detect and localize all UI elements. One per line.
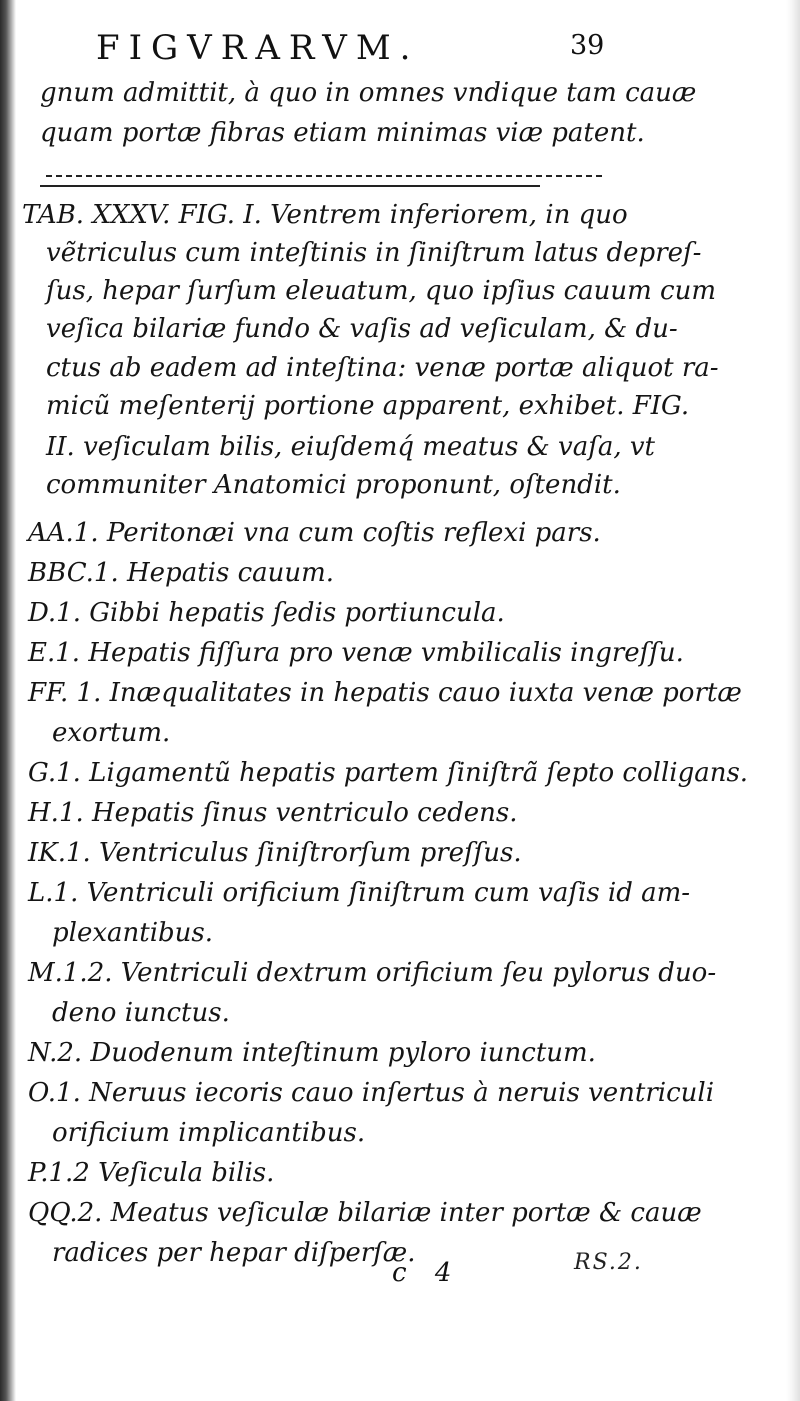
continuation-line: gnum admittit, à quo in omnes vndique tam cauæ bbox=[40, 78, 697, 108]
legend-item-continuation: radices per hepar diſperſæ. bbox=[52, 1238, 416, 1268]
legend-item-continuation: exortum. bbox=[52, 718, 171, 748]
legend-item: IK.1. Ventriculus ſiniſtrorſum preſſus. bbox=[28, 838, 522, 868]
legend-item: N.2. Duodenum inteſtinum pyloro iunctum. bbox=[28, 1038, 596, 1068]
legend-item: G.1. Ligamentũ hepatis partem ſiniſtrã ſepto colligans. bbox=[28, 758, 749, 788]
legend-item-continuation: orificium implicantibus. bbox=[52, 1118, 366, 1148]
continuation-line: quam portæ fibras etiam minimas viæ patent. bbox=[40, 118, 645, 148]
legend-item-continuation: deno iunctus. bbox=[52, 998, 230, 1028]
page-number: 39 bbox=[570, 30, 605, 61]
caption-line: ſus, hepar ſurſum eleuatum, quo ipſius cauum cum bbox=[46, 276, 716, 306]
legend-item-continuation: plexantibus. bbox=[52, 918, 214, 948]
caption-line: II. veſiculam bilis, eiuſdemq́ meatus & vaſa, vt bbox=[46, 432, 655, 462]
caption-line: veſica bilariæ fundo & vaſis ad veſiculam, & du- bbox=[46, 314, 678, 344]
legend-item: O.1. Neruus iecoris cauo inſertus à neruis ventriculi bbox=[28, 1078, 715, 1108]
signature-mark: c 4 bbox=[392, 1258, 462, 1288]
caption-line: TAB. XXXV. FIG. I. Ventrem inferiorem, in quo bbox=[22, 200, 628, 230]
legend-item: BBC.1. Hepatis cauum. bbox=[28, 558, 335, 588]
caption-line: micũ meſenterij portione apparent, exhibet. FIG. bbox=[46, 391, 690, 421]
legend-item: QQ.2. Meatus veſiculæ bilariæ inter portæ & cauæ bbox=[28, 1198, 702, 1228]
divider-rule bbox=[40, 185, 540, 187]
binding-shadow bbox=[0, 0, 16, 1401]
legend-item: FF. 1. Inæqualitates in hepatis cauo iuxta venæ portæ bbox=[28, 678, 742, 708]
legend-item: D.1. Gibbi hepatis ſedis portiuncula. bbox=[28, 598, 505, 628]
legend-item: H.1. Hepatis ſinus ventriculo cedens. bbox=[28, 798, 518, 828]
divider-rule bbox=[46, 175, 602, 177]
catchword: RS.2. bbox=[574, 1250, 643, 1275]
legend-item: E.1. Hepatis fiſſura pro venæ vmbilicalis ingreſſu. bbox=[28, 638, 684, 668]
legend-item: M.1.2. Ventriculi dextrum orificium ſeu pylorus duo- bbox=[28, 958, 717, 988]
legend-item: AA.1. Peritonæi vna cum coſtis reflexi pars. bbox=[28, 518, 601, 548]
caption-line: ctus ab eadem ad inteſtina: venæ portæ aliquot ra- bbox=[46, 353, 719, 383]
running-head: FIGVRARVM. bbox=[96, 28, 420, 68]
legend-item: L.1. Ventriculi orificium ſiniſtrum cum vaſis id am- bbox=[28, 878, 691, 908]
legend-item: P.1.2 Veſicula bilis. bbox=[28, 1158, 275, 1188]
caption-line: vẽtriculus cum inteſtinis in ſiniſtrum latus depreſ- bbox=[46, 238, 702, 268]
page-edge bbox=[786, 0, 800, 1401]
caption-line: communiter Anatomici proponunt, oſtendit. bbox=[46, 470, 621, 500]
